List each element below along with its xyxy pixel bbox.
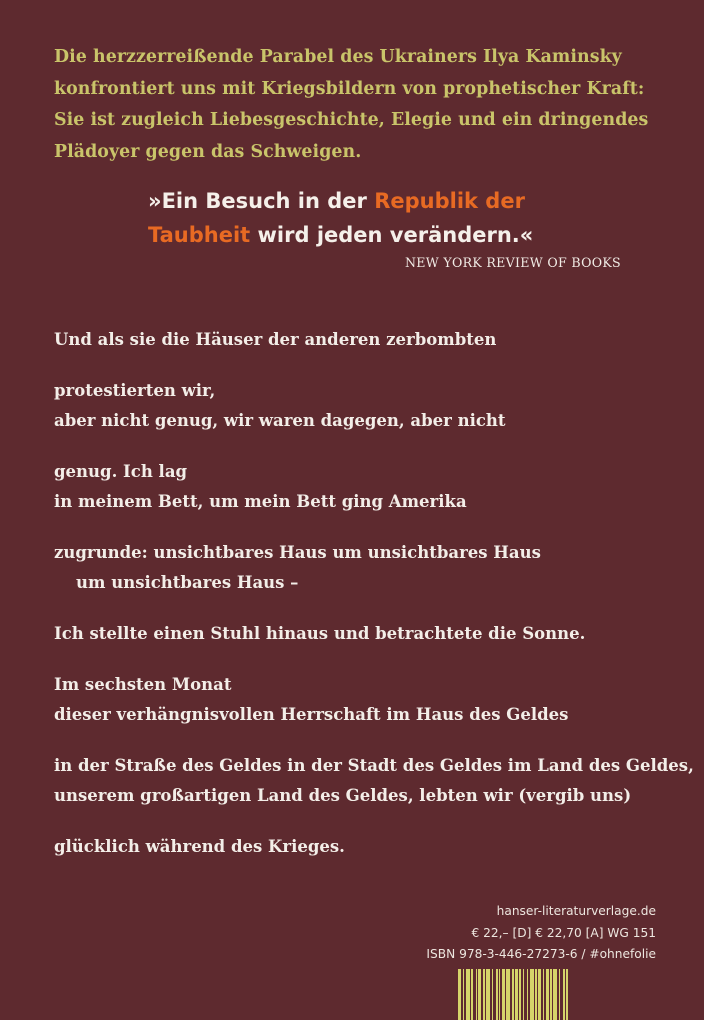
poem-line: Im sechsten Monat [54,675,232,694]
poem-line: zugrunde: unsichtbares Haus um unsichtbares Haus [54,543,541,562]
quote-title-highlight: Republik der [374,189,525,213]
poem-line: dieser verhängnisvollen Herrschaft im Haus des Geldes [54,705,569,724]
poem-stanza [54,832,694,862]
poem-line: um unsichtbares Haus – [76,573,299,592]
barcode [458,969,658,1020]
quote-line-2 [148,218,628,252]
poem-line: aber nicht genug, wir waren dagegen, aber nicht [54,411,506,430]
blurb-line: Plädoyer gegen das Schweigen. [54,141,362,162]
quote-title-highlight: Taubheit [148,223,251,247]
blurb [54,42,674,168]
poem-stanza [54,325,694,355]
poem-line: Und als sie die Häuser der anderen zerbombten [54,330,497,349]
blurb-line: Die herzzerreißende Parabel des Ukrainers Ilya Kaminsky [54,47,622,67]
poem-stanza [54,457,694,517]
poem-line: in meinem Bett, um mein Bett ging Amerika [54,492,467,511]
poem-excerpt [54,325,694,883]
quote-line-1 [148,184,628,218]
poem-stanza [54,751,694,811]
quote-text: »Ein Besuch in der [148,189,375,213]
poem-line: Ich stellte einen Stuhl hinaus und betrachtete die Sonne. [54,624,586,643]
isbn: ISBN 978-3-446-27273-6 / #ohnefolie [426,947,656,961]
poem-stanza [54,538,694,598]
poem-line: glücklich während des Krieges. [54,837,345,856]
publisher-website: hanser-literaturverlage.de [496,904,656,918]
poem-stanza [54,670,694,730]
review-quote [148,184,628,252]
quote-source: NEW YORK REVIEW OF BOOKS [404,255,621,270]
poem-stanza [54,619,694,649]
price-info: € 22,– [D] € 22,70 [A] WG 151 [471,925,656,940]
blurb-line: Sie ist zugleich Liebesgeschichte, Elegie und ein dringendes [54,110,649,130]
poem-line: protestierten wir, [54,381,216,400]
quote-text: wird jeden verändern.« [250,223,534,247]
poem-stanza [54,376,694,436]
publisher-info [426,901,656,966]
poem-line: in der Straße des Geldes in der Stadt des Geldes im Land des Geldes, [54,756,694,775]
poem-line: unserem großartigen Land des Geldes, lebten wir (vergib uns) [54,786,632,805]
barcode-bar [566,969,568,1020]
poem-line: genug. Ich lag [54,462,188,481]
blurb-line: konfrontiert uns mit Kriegsbildern von prophetischer Kraft: [54,78,645,99]
